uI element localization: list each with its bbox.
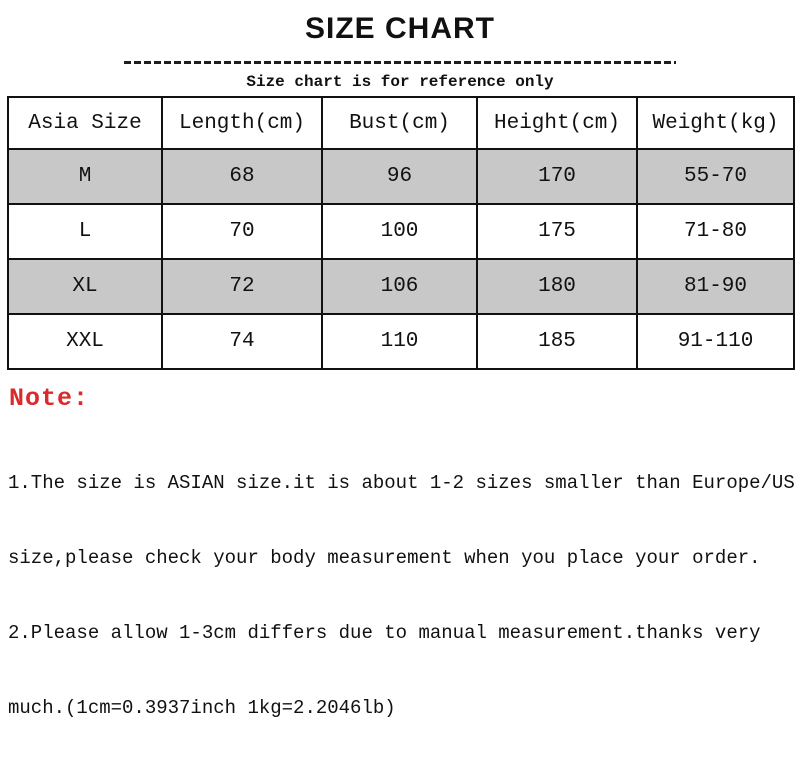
note-line: much.(1cm=0.3937inch 1kg=2.2046lb) bbox=[8, 697, 396, 719]
note-heading: Note: bbox=[9, 384, 90, 413]
note-line: size,please check your body measurement when you place your order. bbox=[8, 547, 761, 569]
page-title: SIZE CHART bbox=[305, 12, 495, 45]
size-table bbox=[7, 96, 795, 370]
column-header-bust: Bust(cm) bbox=[322, 97, 477, 149]
column-header-weight: Weight(kg) bbox=[637, 97, 794, 149]
cell-size: L bbox=[8, 204, 162, 259]
column-header-height: Height(cm) bbox=[477, 97, 637, 149]
cell-size: XL bbox=[8, 259, 162, 314]
table-row-xl bbox=[8, 259, 794, 314]
cell-bust: 106 bbox=[322, 259, 477, 314]
cell-length: 72 bbox=[162, 259, 322, 314]
cell-size: M bbox=[8, 149, 162, 204]
table-row-xxl bbox=[8, 314, 794, 369]
table-row-l bbox=[8, 204, 794, 259]
cell-height: 170 bbox=[477, 149, 637, 204]
column-header-length: Length(cm) bbox=[162, 97, 322, 149]
note-line: 1.The size is ASIAN size.it is about 1-2 sizes smaller than Europe/US bbox=[8, 472, 795, 494]
cell-height: 180 bbox=[477, 259, 637, 314]
cell-bust: 110 bbox=[322, 314, 477, 369]
cell-height: 185 bbox=[477, 314, 637, 369]
cell-weight: 91-110 bbox=[637, 314, 794, 369]
table-row-m bbox=[8, 149, 794, 204]
cell-size: XXL bbox=[8, 314, 162, 369]
column-header-asia-size: Asia Size bbox=[8, 97, 162, 149]
cell-length: 74 bbox=[162, 314, 322, 369]
cell-weight: 55-70 bbox=[637, 149, 794, 204]
cell-height: 175 bbox=[477, 204, 637, 259]
cell-length: 70 bbox=[162, 204, 322, 259]
cell-weight: 71-80 bbox=[637, 204, 794, 259]
note-line: 2.Please allow 1-3cm differs due to manual measurement.thanks very bbox=[8, 622, 761, 644]
cell-bust: 100 bbox=[322, 204, 477, 259]
page-subtitle: Size chart is for reference only bbox=[246, 73, 554, 91]
cell-weight: 81-90 bbox=[637, 259, 794, 314]
dashed-divider bbox=[124, 61, 676, 64]
table-header-row bbox=[8, 97, 794, 149]
cell-bust: 96 bbox=[322, 149, 477, 204]
note-text bbox=[8, 421, 795, 771]
cell-length: 68 bbox=[162, 149, 322, 204]
